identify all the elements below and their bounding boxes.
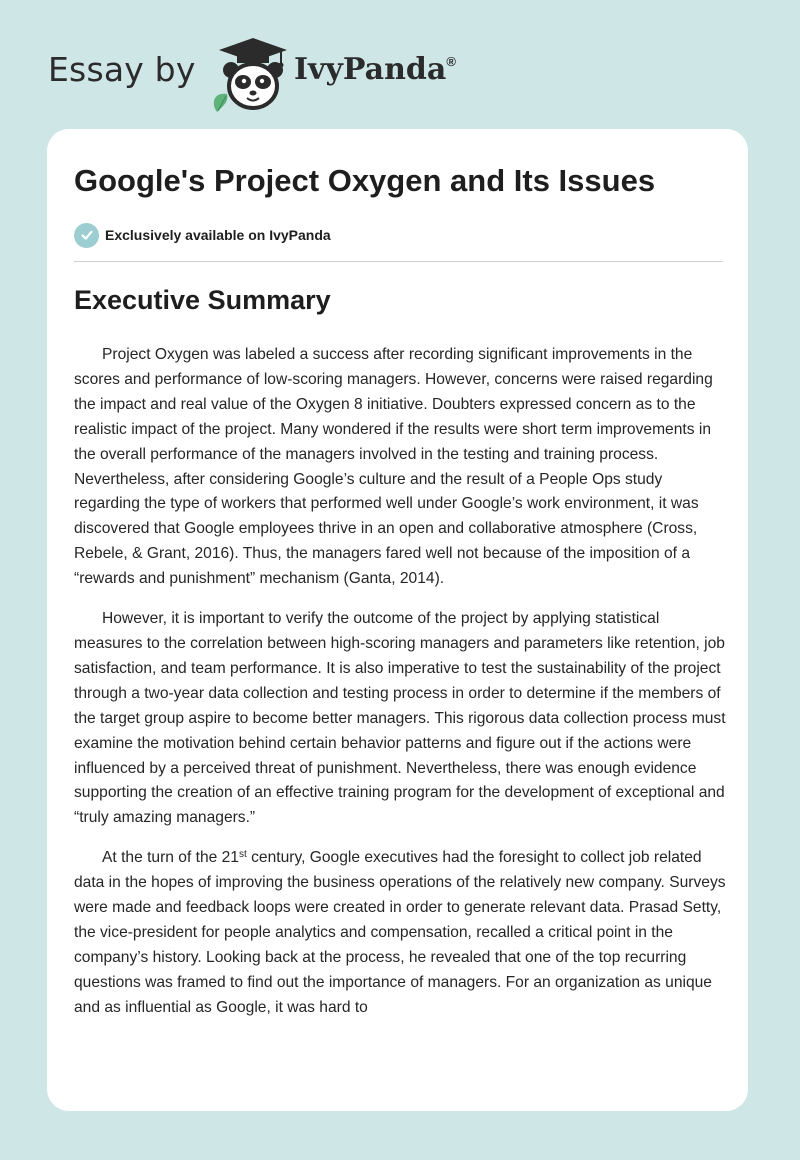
exclusive-badge — [74, 222, 331, 248]
ordinal-suffix: st — [238, 849, 247, 861]
panda-logo-icon — [203, 34, 303, 114]
paragraph-1: Project Oxygen was labeled a success after recording significant improvements in the scores and performance of low-scoring managers. However, concerns were raised regarding the impact and real value of the Oxygen 8 initiative. Doubters expressed concern as to the realistic impact of the project. Many wondered if the results were short term improvements in the overall performance of the managers involved in the testing and training process. Nevertheless, after considering Google’s culture and the result of a People Ops study regarding the type of workers that performed well under Google’s work environment, it was discovered that Google employees thrive in an open and collaborative atmosphere (Cross, Rebele, & Grant, 2016). Thus, the managers fared well not because of the imposition of a “rewards and punishment” mechanism (Ganta, 2014). — [74, 346, 713, 588]
paragraph-2: However, it is important to verify the outcome of the project by applying statistical measures to the correlation between high-scoring managers and parameters like retention, job satisfaction, and team performance. It is also imperative to test the sustainability of the project through a two-year data collection and testing process in order to determine if the members of the target group aspire to become better managers. This rigorous data collection process must examine the motivation behind certain behavior patterns and figure out if the actions were influenced by a perceived threat of punishment. Nevertheless, there was enough evidence supporting the creation of an effective training program for the development of exceptional and “truly amazing managers.” — [74, 610, 726, 827]
essay-title: Google's Project Oxygen and Its Issues — [74, 163, 656, 198]
brand-prefix: Essay by — [48, 50, 196, 89]
divider — [74, 261, 723, 262]
section-heading: Executive Summary — [74, 285, 331, 315]
badge-text: Exclusively available on IvyPanda — [105, 227, 331, 243]
paragraph-3-rest: century, Google executives had the foresight to collect job related data in the hopes of improving the business operations of the relatively new company. Surveys were made and feedback loops were created in order to generate relevant data. Prasad Setty, the vice-president for people analytics and compensation, recalled a critical point in the company’s history. Looking back at the process, he revealed that one of the top recurring questions was framed to find out the importance of managers. For an organization as unique and as influential as Google, it was hard to — [74, 849, 726, 1016]
brand-header — [48, 34, 528, 114]
essay-card — [47, 129, 748, 1111]
check-circle-icon — [74, 223, 99, 248]
paragraph-3-start: At the turn of the 21 — [102, 849, 239, 867]
essay-body — [74, 343, 728, 1036]
registered-mark: ® — [446, 54, 456, 69]
brand-name: IvyPanda® — [294, 52, 456, 87]
paragraph-3 — [74, 846, 728, 1020]
